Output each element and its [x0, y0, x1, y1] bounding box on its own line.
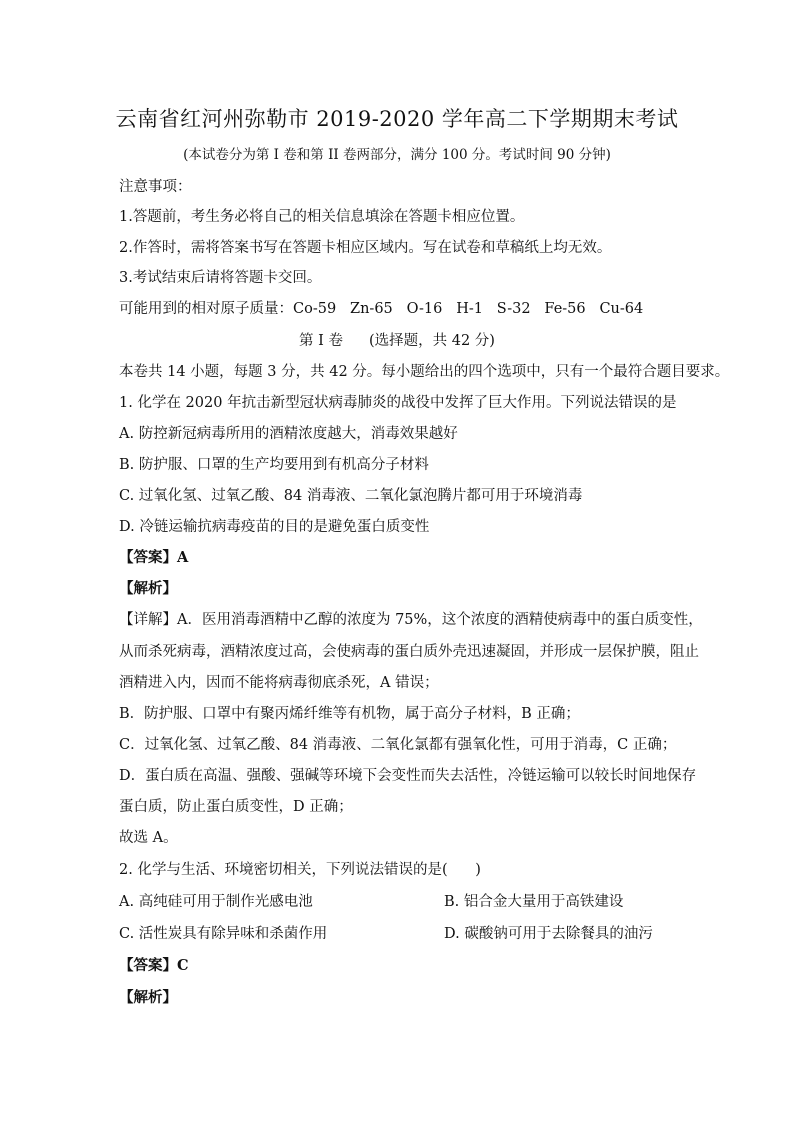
- detail-line: 酒精进入内，因而不能将病毒彻底杀死，A 错误；: [119, 675, 439, 691]
- question-stem: 2. 化学与生活、环境密切相关，下列说法错误的是( ): [119, 862, 481, 878]
- question-option: A. 防控新冠病毒所用的酒精浓度越大，消毒效果越好: [119, 426, 458, 442]
- answer-label: 【答案】A: [119, 549, 189, 566]
- question-option: C. 过氧化氢、过氧乙酸、84 消毒液、二氧化氯泡腾片都可用于环境消毒: [119, 488, 583, 504]
- answer-label: 【答案】C: [119, 957, 189, 974]
- detail-line: 【详解】A．医用消毒酒精中乙醇的浓度为 75%，这个浓度的酒精使病毒中的蛋白质变性，: [119, 612, 703, 628]
- question-option: D. 碳酸钠可用于去除餐具的油污: [444, 926, 653, 942]
- question-option: D. 冷链运输抗病毒疫苗的目的是避免蛋白质变性: [119, 519, 430, 535]
- detail-line: C．过氧化氢、过氧乙酸、84 消毒液、二氧化氯都有强氧化性，可用于消毒，C 正确；: [119, 737, 677, 753]
- notice-item: 2.作答时，需将答案书写在答题卡相应区域内。写在试卷和草稿纸上均无效。: [119, 240, 612, 256]
- document-title: 云南省红河州弥勒市 2019-2020 学年高二下学期期末考试: [115, 107, 679, 131]
- section-info: (选择题，共 42 分): [368, 333, 495, 349]
- section-name: 第 I 卷: [299, 333, 343, 349]
- question-option: B. 铝合金大量用于高铁建设: [444, 894, 624, 910]
- detail-line: D．蛋白质在高温、强酸、强碱等环境下会变性而失去活性，冷链运输可以较长时间地保存: [119, 768, 697, 784]
- detail-line: 故选 A。: [119, 830, 178, 846]
- question-option: B. 防护服、口罩的生产均要用到有机高分子材料: [119, 457, 429, 473]
- detail-line: 从而杀死病毒，酒精浓度过高，会使病毒的蛋白质外壳迅速凝固，并形成一层保护膜，阻止: [119, 644, 699, 660]
- notice-item: 1.答题前，考生务必将自己的相关信息填涂在答题卡相应位置。: [119, 209, 525, 225]
- detail-line: B．防护服、口罩中有聚丙烯纤维等有机物，属于高分子材料，B 正确；: [119, 706, 580, 722]
- question-option: A. 高纯硅可用于制作光感电池: [119, 894, 313, 910]
- atomic-masses: 可能用到的相对原子质量：Co-59 Zn-65 O-16 H-1 S-32 Fe-56 Cu-64: [119, 301, 644, 317]
- document-subtitle: (本试卷分为第 I 卷和第 II 卷两部分，满分 100 分。考试时间 90 分钟): [183, 147, 611, 163]
- question-stem: 1. 化学在 2020 年抗击新型冠状病毒肺炎的战役中发挥了巨大作用。下列说法错误的是: [119, 395, 677, 411]
- detail-line: 蛋白质，防止蛋白质变性，D 正确；: [119, 799, 353, 815]
- analysis-label: 【解析】: [119, 989, 177, 1006]
- question-option: C. 活性炭具有除异味和杀菌作用: [119, 926, 328, 942]
- notice-header: 注意事项：: [119, 179, 192, 195]
- notice-item: 3.考试结束后请将答题卡交回。: [119, 270, 322, 286]
- analysis-label: 【解析】: [119, 580, 177, 597]
- section-instruction: 本卷共 14 小题，每题 3 分，共 42 分。每小题给出的四个选项中，只有一个最符合题目要求。: [119, 364, 730, 380]
- section-heading: [0, 331, 794, 351]
